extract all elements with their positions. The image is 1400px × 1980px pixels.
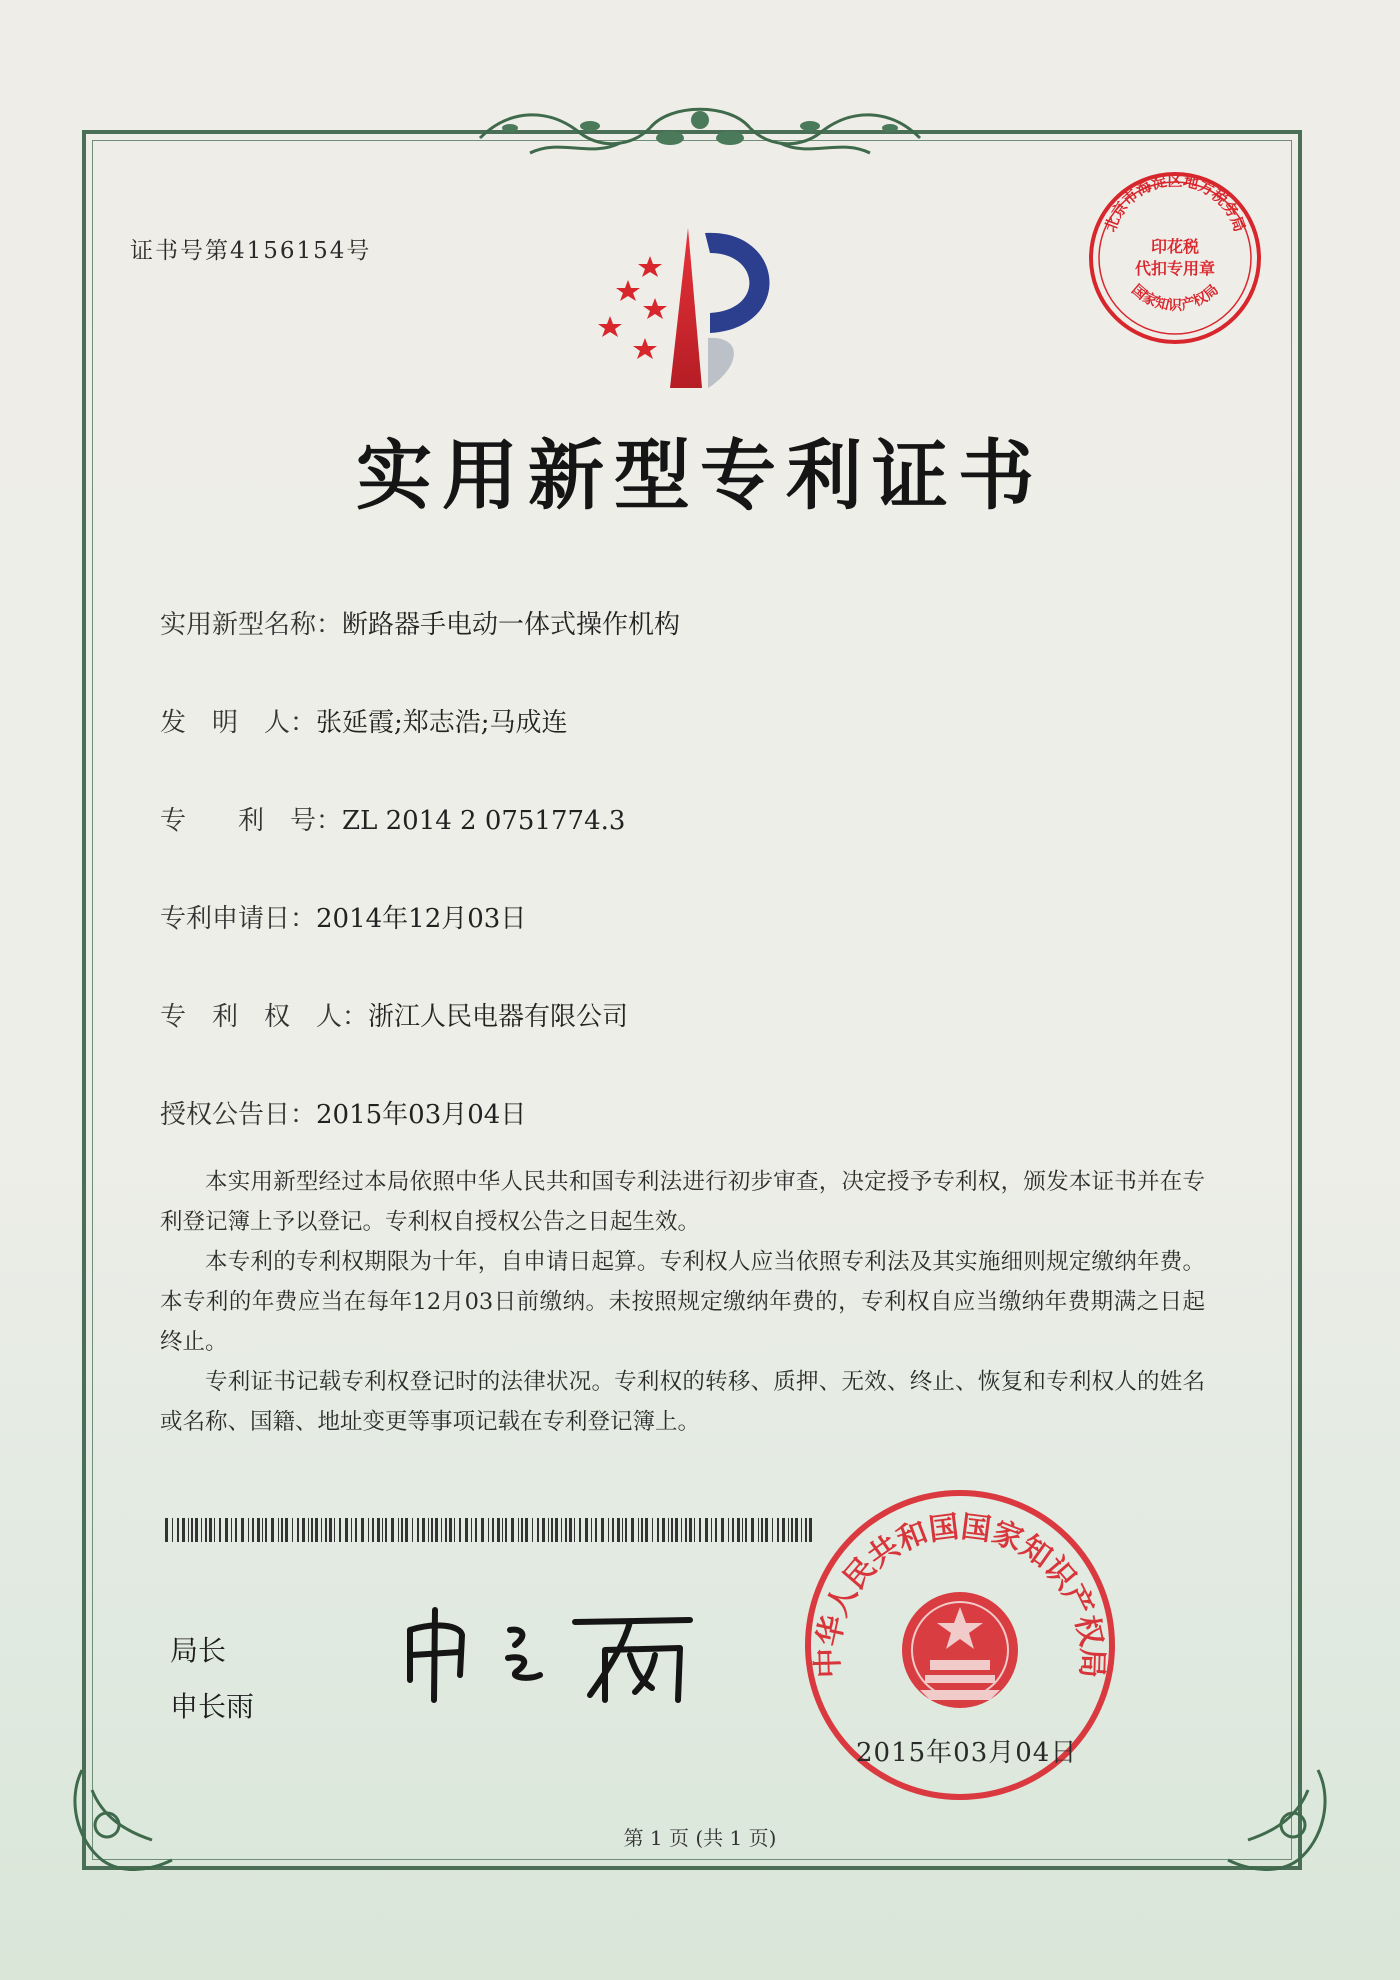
barcode-bar: [518, 1518, 519, 1542]
barcode-bar: [782, 1518, 785, 1542]
barcode-bar: [795, 1518, 798, 1542]
barcode-bar: [711, 1518, 712, 1542]
field-label: 发 明 人：: [160, 708, 317, 738]
barcode-bar: [302, 1518, 305, 1542]
barcode-bar: [265, 1518, 267, 1542]
barcode-bar: [548, 1518, 549, 1542]
barcode-bar: [471, 1518, 472, 1542]
barcode-bar: [475, 1518, 477, 1542]
barcode-bar: [382, 1518, 383, 1542]
barcode-bar: [595, 1518, 597, 1542]
barcode-bar: [502, 1518, 503, 1542]
barcode-bar: [205, 1518, 207, 1542]
barcode-bar: [574, 1518, 575, 1542]
barcode-bar: [248, 1518, 249, 1542]
barcode-bar: [751, 1518, 754, 1542]
barcode-bar: [699, 1518, 701, 1542]
barcode-bar: [671, 1518, 673, 1542]
corner-ornament-icon: [62, 1760, 182, 1880]
barcode-bar: [262, 1518, 263, 1542]
barcode-bar: [521, 1518, 523, 1542]
barcode-bar: [177, 1518, 179, 1542]
field-inventors: [160, 702, 568, 739]
tax-stamp-seal: [1085, 168, 1265, 348]
barcode-bar: [765, 1518, 768, 1542]
barcode-bar: [188, 1518, 189, 1542]
barcode-bar: [681, 1518, 682, 1542]
barcode-bar: [511, 1518, 514, 1542]
director-block: [170, 1623, 254, 1735]
barcode-bar: [689, 1518, 692, 1542]
field-value: ZL 2014 2 0751774.3: [342, 806, 626, 836]
director-name: 申长雨: [170, 1690, 255, 1723]
barcode-bar: [325, 1518, 327, 1542]
field-value: 浙江人民电器有限公司: [368, 1002, 629, 1032]
barcode-bar: [241, 1518, 244, 1542]
barcode-bar: [454, 1518, 455, 1542]
field-grant-date: [160, 1094, 526, 1131]
barcode-bar: [668, 1518, 669, 1542]
barcode-bar: [225, 1518, 228, 1542]
field-label: 专 利 号：: [160, 806, 343, 836]
barcode-bar: [645, 1518, 648, 1542]
field-value: 2014年12月03日: [316, 904, 527, 934]
barcode-bar: [191, 1518, 193, 1542]
official-seal-ring-text: 中华人民共和国国家知识产权局: [810, 1509, 1110, 1679]
barcode-bar: [569, 1518, 572, 1542]
barcode-bar: [355, 1518, 357, 1542]
barcode-bar: [271, 1518, 274, 1542]
certificate-body: [160, 1162, 1205, 1442]
barcode-bar: [195, 1518, 198, 1542]
field-patent-number: [160, 800, 625, 837]
barcode-bar: [532, 1518, 533, 1542]
barcode-bar: [214, 1518, 215, 1542]
barcode-bar: [412, 1518, 413, 1542]
barcode-bar: [622, 1518, 623, 1542]
barcode-bar: [791, 1518, 793, 1542]
barcode-bar: [641, 1518, 643, 1542]
barcode-bar: [788, 1518, 789, 1542]
barcode-bar: [219, 1518, 221, 1542]
barcode-bar: [625, 1518, 627, 1542]
page-number: 第 1 页 (共 1 页): [623, 1826, 777, 1850]
barcode-bar: [601, 1518, 604, 1542]
barcode-bar: [492, 1518, 494, 1542]
barcode-bar: [297, 1518, 299, 1542]
barcode-bar: [555, 1518, 558, 1542]
barcode-bar: [505, 1518, 507, 1542]
barcode-bar: [465, 1518, 468, 1542]
barcode-bar: [657, 1518, 659, 1542]
barcode-bar: [694, 1518, 695, 1542]
barcode-bar: [662, 1518, 665, 1542]
barcode-bar: [361, 1518, 364, 1542]
barcode-bar: [488, 1518, 489, 1542]
tax-seal-center-line1: 印花税: [1150, 237, 1200, 256]
field-label: 专 利 权 人：: [160, 1002, 369, 1032]
field-value: 张延霞;郑志浩;马成连: [316, 708, 568, 738]
barcode-bar: [401, 1518, 403, 1542]
body-paragraph: 本专利的专利权期限为十年，自申请日起算。专利权人应当依照专利法及其实施细则规定缴纳年费。本专利的年费应当在每年12月03日前缴纳。未按照规定缴纳年费的，专利权自应当缴纳年费期满之日起终止。: [160, 1249, 1205, 1355]
barcode-bar: [497, 1518, 500, 1542]
barcode-bar: [638, 1518, 639, 1542]
barcode-bar: [617, 1518, 620, 1542]
tax-seal-ring-text: 北京市海淀区地方税务局: [1101, 171, 1249, 235]
barcode-bar: [422, 1518, 425, 1542]
patent-office-emblem-icon: [570, 218, 810, 398]
field-utility-model-name: [160, 604, 680, 641]
barcode-bar: [445, 1518, 447, 1542]
barcode-bar: [435, 1518, 438, 1542]
barcode-bar: [565, 1518, 567, 1542]
field-value: 断路器手电动一体式操作机构: [342, 610, 681, 640]
barcode-bar: [385, 1518, 387, 1542]
field-patentee: [160, 996, 628, 1033]
tax-seal-bottom-text: 国家知识产权局: [1128, 281, 1222, 314]
director-title: 局长: [170, 1634, 227, 1667]
body-paragraph: 专利证书记载专利权登记时的法律状况。专利权的转移、质押、无效、终止、恢复和专利权人的姓名或名称、国籍、地址变更等事项记载在专利登记簿上。: [160, 1369, 1205, 1435]
barcode-bar: [257, 1518, 260, 1542]
barcode-bar: [285, 1518, 288, 1542]
barcode-bar: [758, 1518, 759, 1542]
barcode-bar: [292, 1518, 293, 1542]
field-label: 授权公告日：: [160, 1100, 317, 1130]
svg-text:国家知识产权局: [1128, 281, 1221, 314]
barcode-bar: [339, 1518, 341, 1542]
barcode-bar: [377, 1518, 380, 1542]
barcode-bar: [201, 1518, 202, 1542]
barcode-bar: [537, 1518, 539, 1542]
tax-seal-center-line2: 代扣专用章: [1134, 259, 1216, 278]
barcode-icon: [165, 1518, 815, 1542]
barcode-bar: [231, 1518, 232, 1542]
barcode-bar: [252, 1518, 254, 1542]
barcode-bar: [345, 1518, 348, 1542]
barcode-bar: [209, 1518, 212, 1542]
barcode-bar: [308, 1518, 309, 1542]
barcode-bar: [525, 1518, 528, 1542]
field-application-date: [160, 898, 526, 935]
barcode-bar: [182, 1518, 185, 1542]
barcode-bar: [405, 1518, 408, 1542]
barcode-bar: [311, 1518, 313, 1542]
barcode-bar: [612, 1518, 614, 1542]
barcode-bar: [398, 1518, 399, 1542]
barcode-bar: [737, 1518, 740, 1542]
barcode-bar: [542, 1518, 545, 1542]
barcode-bar: [449, 1518, 452, 1542]
barcode-bar: [235, 1518, 237, 1542]
barcode-bar: [172, 1518, 173, 1542]
barcode-bar: [579, 1518, 581, 1542]
barcode-bar: [591, 1518, 592, 1542]
barcode-bar: [652, 1518, 653, 1542]
barcode-bar: [321, 1518, 322, 1542]
field-label: 实用新型名称：: [160, 610, 343, 640]
barcode-bar: [372, 1518, 374, 1542]
barcode-bar: [315, 1518, 318, 1542]
barcode-bar: [705, 1518, 708, 1542]
barcode-bar: [351, 1518, 352, 1542]
top-ornament-icon: [470, 98, 930, 168]
barcode-bar: [417, 1518, 419, 1542]
barcode-bar: [481, 1518, 484, 1542]
barcode-bar: [165, 1518, 168, 1542]
director-signature-icon: [390, 1600, 710, 1710]
barcode-bar: [685, 1518, 687, 1542]
barcode-bar: [585, 1518, 588, 1542]
barcode-bar: [608, 1518, 609, 1542]
barcode-bar: [281, 1518, 283, 1542]
barcode-bar: [631, 1518, 634, 1542]
barcode-bar: [334, 1518, 335, 1542]
barcode-bar: [732, 1518, 734, 1542]
barcode-bar: [675, 1518, 678, 1542]
barcode-bar: [441, 1518, 442, 1542]
barcode-bar: [772, 1518, 773, 1542]
barcode-bar: [278, 1518, 279, 1542]
barcode-bar: [329, 1518, 332, 1542]
barcode-bar: [391, 1518, 394, 1542]
barcode-bar: [761, 1518, 763, 1542]
field-label: 专利申请日：: [160, 904, 317, 934]
barcode-bar: [368, 1518, 369, 1542]
seal-date: 2015年03月04日: [856, 1738, 1078, 1768]
barcode-bar: [777, 1518, 779, 1542]
barcode-bar: [428, 1518, 429, 1542]
field-value: 2015年03月04日: [316, 1100, 527, 1130]
barcode-bar: [742, 1518, 743, 1542]
national-emblem-icon: [902, 1592, 1018, 1708]
barcode-bar: [431, 1518, 433, 1542]
barcode-bar: [721, 1518, 724, 1542]
barcode-bar: [551, 1518, 553, 1542]
barcode-bar: [459, 1518, 461, 1542]
barcode-bar: [715, 1518, 717, 1542]
barcode-bar: [745, 1518, 747, 1542]
barcode-bar: [561, 1518, 562, 1542]
body-paragraph: 本实用新型经过本局依照中华人民共和国专利法进行初步审查，决定授予专利权，颁发本证书并在专利登记簿上予以登记。专利权自授权公告之日起生效。: [160, 1169, 1205, 1235]
corner-ornament-icon: [1218, 1760, 1338, 1880]
barcode-bar: [728, 1518, 729, 1542]
certificate-title: 实用新型专利证书: [356, 431, 1044, 520]
certificate-number: 证书号第4156154号: [130, 238, 372, 264]
